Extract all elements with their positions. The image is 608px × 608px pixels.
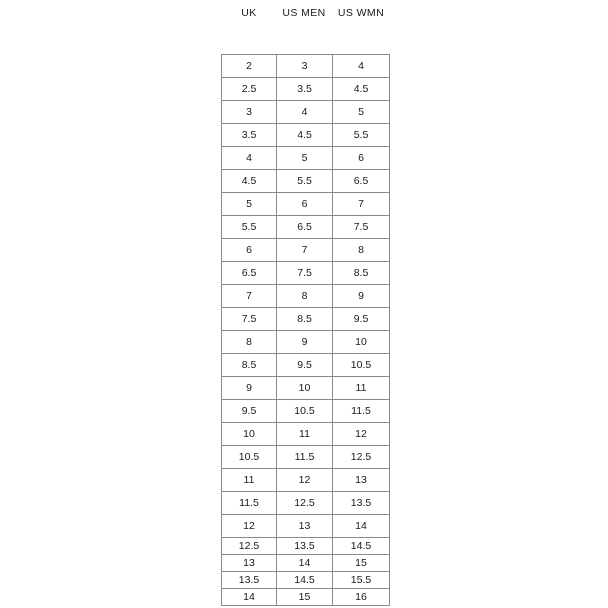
- table-row: [222, 147, 390, 170]
- cell-uk: 6.5: [222, 262, 277, 285]
- cell-uk: 8.5: [222, 354, 277, 377]
- cell-us-men: 12: [277, 469, 333, 492]
- cell-us-men: 10: [277, 377, 333, 400]
- cell-us-men: 3.5: [277, 78, 333, 101]
- cell-us-men: 11.5: [277, 446, 333, 469]
- cell-us-men: 7: [277, 239, 333, 262]
- cell-us-wmn: 15: [333, 555, 390, 572]
- cell-uk: 10.5: [222, 446, 277, 469]
- table-row: [222, 538, 390, 555]
- table-row: [222, 377, 390, 400]
- column-header-us-wmn: US WMN: [337, 7, 385, 19]
- cell-uk: 10: [222, 423, 277, 446]
- size-conversion-table: [221, 54, 390, 606]
- cell-uk: 3.5: [222, 124, 277, 147]
- cell-us-men: 9: [277, 331, 333, 354]
- cell-us-wmn: 8.5: [333, 262, 390, 285]
- cell-us-wmn: 13.5: [333, 492, 390, 515]
- cell-us-wmn: 16: [333, 589, 390, 606]
- cell-us-men: 10.5: [277, 400, 333, 423]
- cell-us-wmn: 5.5: [333, 124, 390, 147]
- table-row: [222, 262, 390, 285]
- cell-us-men: 14: [277, 555, 333, 572]
- column-header-us-men: US MEN: [282, 7, 326, 19]
- table-row: [222, 555, 390, 572]
- cell-us-wmn: 15.5: [333, 572, 390, 589]
- cell-uk: 12.5: [222, 538, 277, 555]
- cell-us-wmn: 13: [333, 469, 390, 492]
- cell-us-wmn: 10.5: [333, 354, 390, 377]
- cell-uk: 9.5: [222, 400, 277, 423]
- cell-us-wmn: 4: [333, 55, 390, 78]
- cell-us-wmn: 7.5: [333, 216, 390, 239]
- table-row: [222, 446, 390, 469]
- table-row: [222, 216, 390, 239]
- cell-uk: 11.5: [222, 492, 277, 515]
- cell-us-men: 11: [277, 423, 333, 446]
- cell-us-men: 3: [277, 55, 333, 78]
- cell-us-men: 12.5: [277, 492, 333, 515]
- cell-uk: 4.5: [222, 170, 277, 193]
- table-row: [222, 354, 390, 377]
- cell-us-men: 4: [277, 101, 333, 124]
- cell-us-men: 14.5: [277, 572, 333, 589]
- cell-uk: 2: [222, 55, 277, 78]
- cell-uk: 7.5: [222, 308, 277, 331]
- cell-us-wmn: 9.5: [333, 308, 390, 331]
- cell-us-men: 5: [277, 147, 333, 170]
- cell-us-men: 9.5: [277, 354, 333, 377]
- cell-us-wmn: 5: [333, 101, 390, 124]
- table-row: [222, 239, 390, 262]
- cell-us-wmn: 6.5: [333, 170, 390, 193]
- cell-uk: 12: [222, 515, 277, 538]
- table-row: [222, 331, 390, 354]
- table-row: [222, 469, 390, 492]
- cell-us-wmn: 12.5: [333, 446, 390, 469]
- table-row: [222, 55, 390, 78]
- table-row: [222, 515, 390, 538]
- table-row: [222, 101, 390, 124]
- cell-uk: 13: [222, 555, 277, 572]
- cell-uk: 7: [222, 285, 277, 308]
- cell-uk: 4: [222, 147, 277, 170]
- cell-uk: 5.5: [222, 216, 277, 239]
- cell-us-men: 4.5: [277, 124, 333, 147]
- table-row: [222, 285, 390, 308]
- table-row: [222, 78, 390, 101]
- cell-us-wmn: 12: [333, 423, 390, 446]
- table-row: [222, 492, 390, 515]
- cell-uk: 3: [222, 101, 277, 124]
- cell-us-wmn: 7: [333, 193, 390, 216]
- cell-us-wmn: 4.5: [333, 78, 390, 101]
- cell-us-men: 13.5: [277, 538, 333, 555]
- cell-us-men: 6.5: [277, 216, 333, 239]
- table-row: [222, 589, 390, 606]
- cell-uk: 8: [222, 331, 277, 354]
- cell-us-men: 8: [277, 285, 333, 308]
- cell-uk: 14: [222, 589, 277, 606]
- table-row: [222, 400, 390, 423]
- cell-us-wmn: 11: [333, 377, 390, 400]
- table-row: [222, 423, 390, 446]
- cell-us-men: 15: [277, 589, 333, 606]
- cell-uk: 11: [222, 469, 277, 492]
- cell-us-men: 5.5: [277, 170, 333, 193]
- cell-us-men: 7.5: [277, 262, 333, 285]
- size-table-body: [222, 55, 390, 606]
- cell-us-men: 13: [277, 515, 333, 538]
- table-row: [222, 572, 390, 589]
- cell-us-wmn: 8: [333, 239, 390, 262]
- cell-uk: 2.5: [222, 78, 277, 101]
- cell-us-wmn: 11.5: [333, 400, 390, 423]
- cell-uk: 5: [222, 193, 277, 216]
- table-row: [222, 124, 390, 147]
- table-row: [222, 308, 390, 331]
- table-row: [222, 193, 390, 216]
- cell-us-wmn: 9: [333, 285, 390, 308]
- column-header-uk: UK: [241, 7, 257, 19]
- table-row: [222, 170, 390, 193]
- cell-us-wmn: 14: [333, 515, 390, 538]
- cell-uk: 6: [222, 239, 277, 262]
- cell-uk: 9: [222, 377, 277, 400]
- cell-uk: 13.5: [222, 572, 277, 589]
- cell-us-men: 6: [277, 193, 333, 216]
- cell-us-wmn: 14.5: [333, 538, 390, 555]
- cell-us-wmn: 10: [333, 331, 390, 354]
- cell-us-men: 8.5: [277, 308, 333, 331]
- cell-us-wmn: 6: [333, 147, 390, 170]
